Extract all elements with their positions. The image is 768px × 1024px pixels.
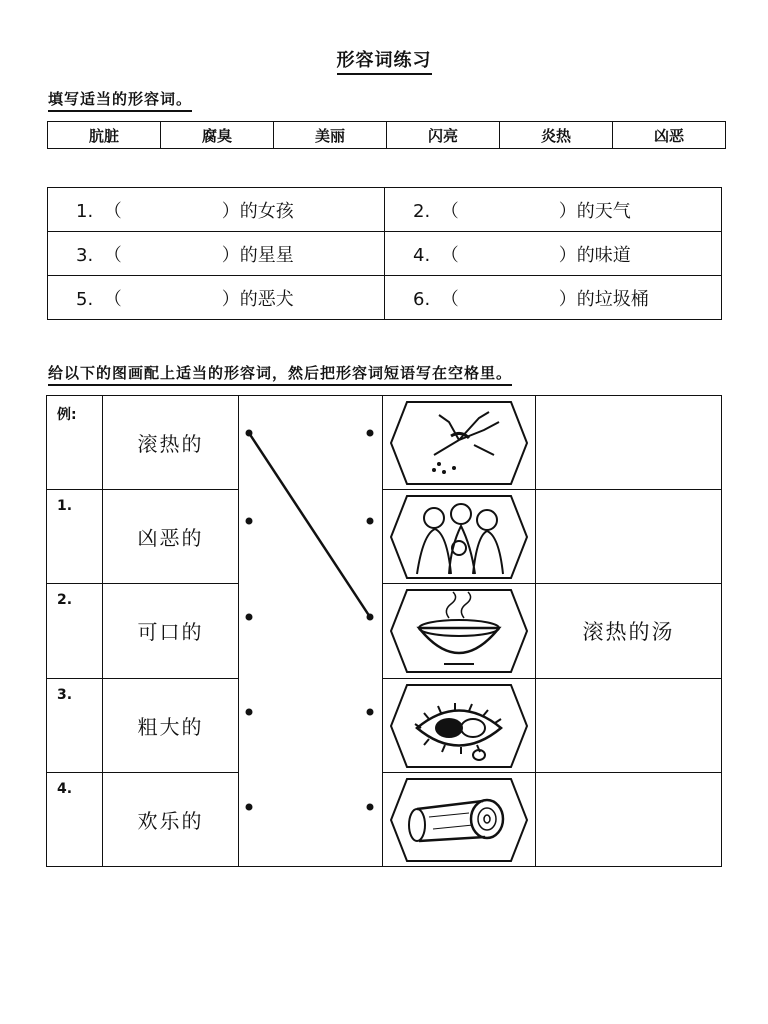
durian-icon [389,683,529,769]
fill-item: 2. （ ）的天气 [385,188,722,232]
fill-item: 6. （ ）的垃圾桶 [385,276,722,320]
section1-heading: 填写适当的形容词。 [48,88,192,109]
soup-bowl-icon [389,588,529,674]
answer-cell[interactable] [536,678,722,772]
word-bank [47,121,726,149]
word-bank-item: 美丽 [274,122,387,149]
adjective-word: 欢乐的 [103,772,239,866]
picture-cell [383,490,536,584]
matching-area[interactable] [239,772,383,866]
family-icon [389,494,529,580]
match-row [47,584,722,678]
word-bank-item: 腐臭 [161,122,274,149]
picture-cell [383,396,536,490]
row-label: 例: [47,396,103,490]
word-bank-item: 炎热 [500,122,613,149]
adjective-word: 可口的 [103,584,239,678]
log-icon [389,777,529,863]
answer-cell[interactable] [536,772,722,866]
picture-cell [383,678,536,772]
adjective-word: 凶恶的 [103,490,239,584]
adjective-word: 滚热的 [103,396,239,490]
picture-cell [383,584,536,678]
row-label: 2. [47,584,103,678]
answer-cell[interactable] [536,490,722,584]
word-bank-item: 凶恶 [613,122,726,149]
answer-cell[interactable] [536,396,722,490]
matching-area[interactable] [239,678,383,772]
word-bank-item: 肮脏 [48,122,161,149]
row-label: 3. [47,678,103,772]
matching-area[interactable] [239,396,383,490]
fill-item: 4. （ ）的味道 [385,232,722,276]
match-row [47,490,722,584]
matching-table [46,395,722,867]
match-row [47,678,722,772]
section2-heading: 给以下的图画配上适当的形容词，然后把形容词短语写在空格里。 [48,362,512,383]
fill-item: 1. （ ）的女孩 [48,188,385,232]
fill-in-table [47,187,722,320]
row-label: 1. [47,490,103,584]
row-label: 4. [47,772,103,866]
fill-item: 3. （ ）的星星 [48,232,385,276]
match-row [47,396,722,490]
match-row [47,772,722,866]
fill-item: 5. （ ）的恶犬 [48,276,385,320]
adjective-word: 粗大的 [103,678,239,772]
picture-cell [383,772,536,866]
bird-icon [389,400,529,486]
worksheet-title: 形容词练习 [0,46,768,72]
matching-area[interactable] [239,584,383,678]
answer-cell[interactable]: 滚热的汤 [536,584,722,678]
matching-area[interactable] [239,490,383,584]
word-bank-item: 闪亮 [387,122,500,149]
